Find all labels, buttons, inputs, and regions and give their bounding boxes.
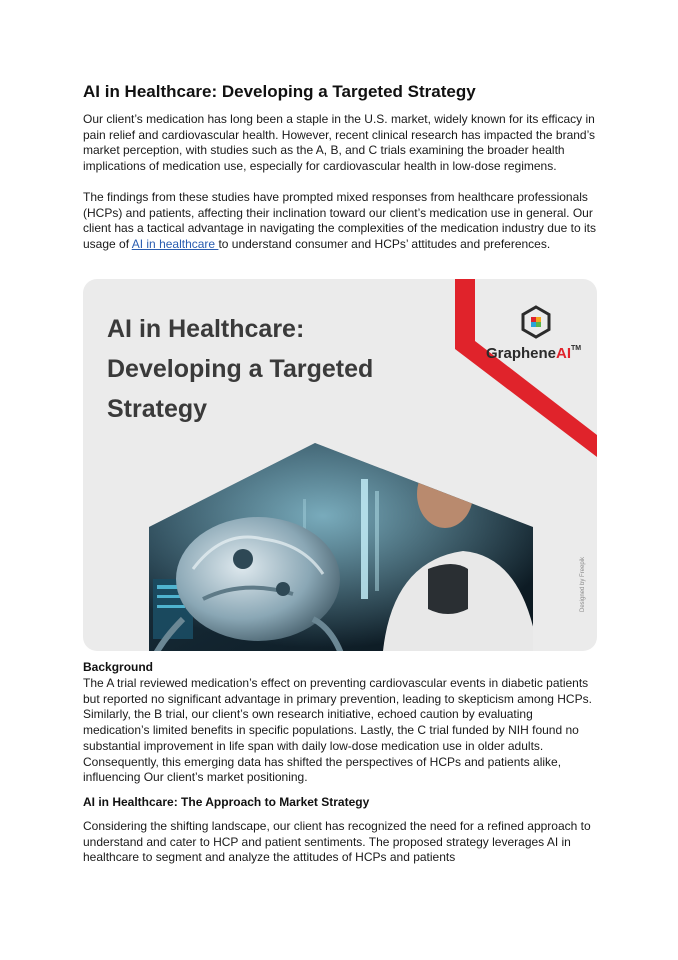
graphene-hexagon-logo-icon <box>521 305 551 339</box>
logo-trademark: TM <box>571 345 582 352</box>
banner-title: AI in Healthcare: Developing a Targeted Strategy <box>107 315 374 423</box>
intro-paragraph-2-text: The findings from these studies have prompted mixed responses from healthcare professionals (HCPs) and patients, affecting their inclination toward our client’s medication use in general. Our client has a tactical advantage in navigating the complexities of the medication industry due to its usage of <box>83 190 596 252</box>
background-heading: Background <box>83 660 154 674</box>
background-paragraph: The A trial reviewed medication’s effect on preventing cardiovascular events in diabetic patients but reported no significant advantage in primary prevention, leading to skepticism among HCPs. Similarly, the B trial, our client’s own research initiative, echoed caution by evaluating medication’s limited benefits in specific populations. Lastly, the C trial funded by NIH found no substantial improvement in life span with daily low-dose medication use in older adults. Consequently, this emerging data has shifted the perspectives of HCPs and patients alike, influencing Our client’s market positioning. <box>83 676 592 785</box>
intro-paragraph-2 <box>83 190 597 253</box>
logo-ai: AI <box>556 345 572 362</box>
intro-paragraph-1: Our client’s medication has long been a staple in the U.S. market, widely known for its efficacy in pain relief and cardiovascular health. However, recent clinical research has impacted the brand’s market perception, with studies such as the A, B, and C trials examining the broader health implications of medication use, especially for cardiovascular health in low-dose regimens. <box>83 112 596 174</box>
approach-paragraph: Considering the shifting landscape, our client has recognized the need for a refined approach to understand and cater to HCP and patient sentiments. The proposed strategy leverages AI in healthcare to segment and analyze the attitudes of HCPs and patients <box>83 819 591 865</box>
intro-paragraph-2-text-end: to understand consumer and HCPs’ attitudes and preferences. <box>218 237 551 252</box>
graphene-ai-logo <box>486 345 581 362</box>
image-credit: Designed by Freepik <box>580 556 586 612</box>
approach-heading: AI in Healthcare: The Approach to Market Strategy <box>83 795 370 809</box>
page-title: AI in Healthcare: Developing a Targeted Strategy <box>83 82 476 101</box>
ai-in-healthcare-link[interactable]: AI in healthcare <box>131 237 219 252</box>
logo-word: Graphene <box>486 345 557 362</box>
hero-banner-image <box>83 279 597 651</box>
